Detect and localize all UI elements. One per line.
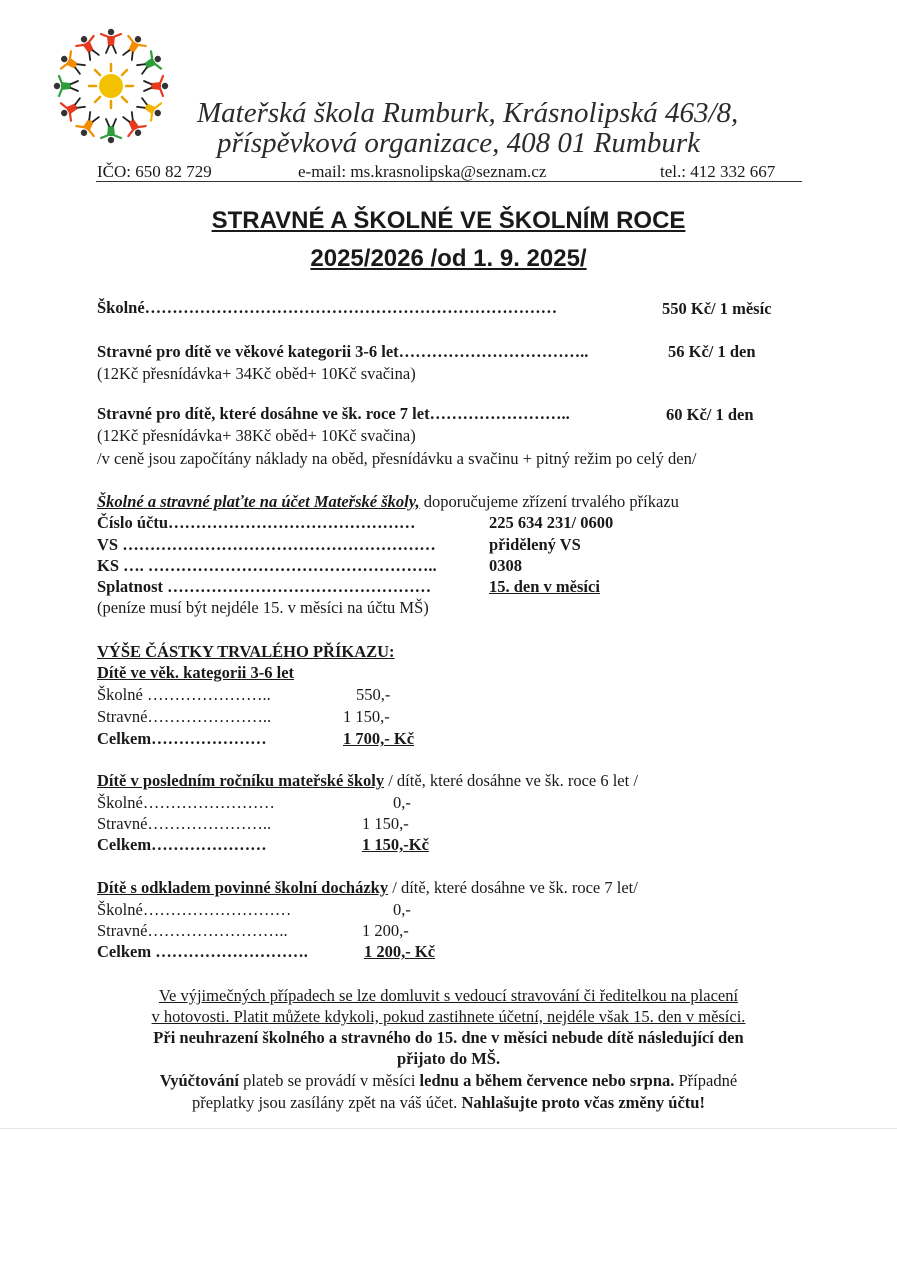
billing-text1: plateb se provádí v měsíci bbox=[239, 1071, 420, 1090]
child-figure-icon bbox=[101, 119, 121, 143]
group1-stravne-value: 1 150,- bbox=[343, 707, 390, 726]
footer-billing2 bbox=[0, 1093, 897, 1113]
fees-note: /v ceně jsou započítány náklady na oběd, přesnídávku a svačinu + pitný režim po celý den/ bbox=[97, 449, 697, 468]
footer-line2: v hotovosti. Platit můžete kdykoli, pokud zastihnete účetní, nejdéle však 15. den v měsíci. bbox=[151, 1007, 746, 1026]
group2-celkem-label: Celkem………………… bbox=[97, 835, 267, 854]
group3-title: Dítě s odkladem povinné školní docházky bbox=[97, 878, 389, 897]
child-figure-icon bbox=[74, 31, 103, 62]
skolne-value: 550 Kč/ 1 měsíc bbox=[662, 299, 772, 318]
group3-title-row bbox=[97, 878, 638, 898]
group2-skolne-value: 0,- bbox=[393, 793, 411, 812]
child-figure-icon bbox=[119, 110, 148, 141]
group2-stravne-value: 1 150,- bbox=[362, 814, 409, 833]
group3-stravne-value: 1 200,- bbox=[362, 921, 409, 940]
due-value: 15. den v měsíci bbox=[489, 577, 600, 596]
group2-celkem-value: 1 150,-Kč bbox=[362, 835, 429, 854]
child-figure-icon bbox=[56, 94, 87, 123]
stravne36-label: Stravné pro dítě ve věkové kategorii 3-6 let…………………………….. bbox=[97, 342, 589, 361]
stravne7-detail: (12Kč přesnídávka+ 38Kč oběd+ 10Kč svačina) bbox=[97, 426, 416, 445]
group3-skolne-value: 0,- bbox=[393, 900, 411, 919]
child-figure-icon bbox=[54, 76, 78, 96]
group1-title: Dítě ve věk. kategorii 3-6 let bbox=[97, 663, 295, 682]
group2-stravne-label: Stravné………………….. bbox=[97, 814, 272, 833]
group1-stravne-label: Stravné………………….. bbox=[97, 707, 272, 726]
group1-skolne-value: 550,- bbox=[356, 685, 391, 704]
billing-text3: přeplatky jsou zasílány zpět na váš účet. bbox=[192, 1093, 462, 1112]
page-title: STRAVNÉ A ŠKOLNÉ VE ŠKOLNÍM ROCE bbox=[211, 207, 686, 234]
group3-celkem-label: Celkem ………………………. bbox=[97, 942, 308, 961]
child-figure-icon bbox=[135, 94, 166, 123]
school-name: Mateřská škola Rumburk, Krásnolipská 463/8, bbox=[197, 97, 739, 129]
billing-text2: Případné bbox=[674, 1071, 738, 1090]
email[interactable]: e-mail: ms.krasnolipska@seznam.cz bbox=[298, 162, 547, 181]
stravne7-value: 60 Kč/ 1 den bbox=[666, 405, 754, 424]
footer-line1: Ve výjimečných případech se lze domluvit s vedoucí stravování či ředitelkou na placení bbox=[158, 986, 739, 1005]
child-figure-icon bbox=[119, 31, 148, 62]
billing-bold1: Vyúčtování bbox=[159, 1071, 239, 1090]
ico: IČO: 650 82 729 bbox=[97, 162, 212, 181]
skolne-label: Školné………………………………………………………………… bbox=[97, 298, 558, 317]
child-figure-icon bbox=[101, 29, 121, 53]
group2-title-rest: / dítě, které dosáhne ve šk. roce 6 let / bbox=[384, 771, 638, 790]
stravne7-label: Stravné pro dítě, které dosáhne ve šk. roce 7 let…………………….. bbox=[97, 404, 570, 423]
phone: tel.: 412 332 667 bbox=[660, 162, 776, 181]
group1-celkem-value: 1 700,- Kč bbox=[343, 729, 415, 748]
page-subtitle: 2025/2026 /od 1. 9. 2025/ bbox=[310, 245, 587, 272]
footer-warning2: přijato do MŠ. bbox=[396, 1049, 501, 1068]
vs-label: VS ………………………………………………… bbox=[97, 535, 436, 554]
group2-title-row bbox=[97, 771, 638, 791]
child-figure-icon bbox=[74, 110, 103, 141]
group1-skolne-label: Školné ………………….. bbox=[97, 685, 271, 704]
stravne36-detail: (12Kč přesnídávka+ 34Kč oběd+ 10Kč svačina) bbox=[97, 364, 416, 383]
vs-value: přidělený VS bbox=[489, 535, 581, 554]
due-label: Splatnost ………………………………………… bbox=[97, 577, 432, 596]
group2-title: Dítě v posledním ročníku mateřské školy bbox=[97, 771, 385, 790]
group3-skolne-label: Školné……………………… bbox=[97, 900, 292, 919]
standing-order-heading: VÝŠE ČÁSTKY TRVALÉHO PŘÍKAZU: bbox=[97, 642, 395, 661]
payment-note: (peníze musí být nejdéle 15. v měsíci na účtu MŠ) bbox=[97, 598, 429, 617]
stravne36-value: 56 Kč/ 1 den bbox=[668, 342, 756, 361]
school-type: příspěvková organizace, 408 01 Rumburk bbox=[217, 127, 700, 159]
school-logo bbox=[50, 25, 172, 147]
header-rule bbox=[96, 181, 802, 182]
child-figure-icon bbox=[56, 49, 87, 78]
payment-intro bbox=[97, 492, 679, 512]
sun-icon bbox=[89, 64, 133, 108]
account-label: Číslo účtu……………………………………… bbox=[97, 513, 416, 532]
billing-bold2: lednu a během července nebo srpna. bbox=[419, 1071, 675, 1090]
billing-bold3: Nahlašujte proto včas změny účtu! bbox=[461, 1093, 705, 1112]
footer-billing1 bbox=[0, 1071, 897, 1091]
scan-edge-line bbox=[0, 1128, 897, 1129]
ks-label: KS …. …………………………………………….. bbox=[97, 556, 437, 575]
payment-intro-bold: Školné a stravné plaťte na účet Mateřské školy, bbox=[97, 492, 420, 511]
payment-intro-rest: doporučujeme zřízení trvalého příkazu bbox=[419, 492, 679, 511]
group3-title-rest: / dítě, které dosáhne ve šk. roce 7 let/ bbox=[388, 878, 638, 897]
group3-stravne-label: Stravné…………………….. bbox=[97, 921, 288, 940]
account-value: 225 634 231/ 0600 bbox=[489, 513, 614, 532]
footer-warning1: Při neuhrazení školného a stravného do 15. dne v měsíci nebude dítě následující den bbox=[153, 1028, 744, 1047]
child-figure-icon bbox=[144, 76, 168, 96]
group1-celkem-label: Celkem………………… bbox=[97, 729, 267, 748]
group3-celkem-value: 1 200,- Kč bbox=[364, 942, 436, 961]
child-figure-icon bbox=[135, 49, 166, 78]
ks-value: 0308 bbox=[489, 556, 522, 575]
group2-skolne-label: Školné…………………… bbox=[97, 793, 275, 812]
